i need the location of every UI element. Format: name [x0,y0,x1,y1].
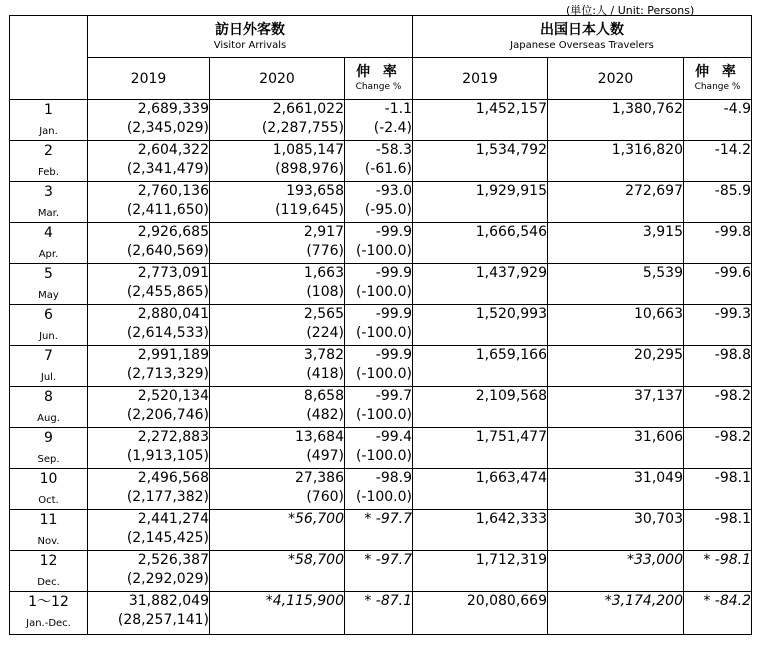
month-cell [10,305,88,346]
cell-value: 20,295 [634,347,683,363]
cell-value: 1,663,474 [475,470,547,486]
cell-value: 1,751,477 [475,429,547,445]
overseas-change-cell [684,305,752,346]
table-row [10,428,752,469]
header-overseas-travelers [413,16,752,58]
overseas-2020-cell [548,469,684,510]
visitor-change-cell [345,223,413,264]
cell-value: 1,642,333 [475,511,547,527]
visitor-2019-cell [88,346,210,387]
month-cell [10,592,88,635]
visitor-2020-cell [210,182,345,223]
overseas-2020-cell [548,223,684,264]
cell-value: *58,700 [288,552,344,568]
cell-value: 2,661,022 [272,101,344,117]
overseas-change-cell [684,182,752,223]
table-row [10,346,752,387]
visitor-change-cell [345,182,413,223]
cell-value: 1,712,319 [475,552,547,568]
visitor-2020-cell [210,346,345,387]
cell-value: 2,991,189 [137,347,209,363]
visitor-arrivals-title-en: Visitor Arrivals [213,39,287,51]
visitor-change-cell [345,264,413,305]
overseas-2020-cell [548,141,684,182]
overseas-change-cell [684,100,752,141]
visitor-2020-cell [210,510,345,551]
cell-value: 1,380,762 [611,101,683,117]
cell-prev-year-value: (2,345,029) [126,120,209,136]
month-number: 1 [44,102,53,118]
cell-value: *33,000 [627,552,683,568]
cell-value: 1,520,993 [475,306,547,322]
cell-prev-year-value: (2,640,569) [126,243,209,259]
overseas-2020-cell [548,510,684,551]
overseas-2019-cell [413,428,548,469]
visitor-change-cell [345,592,413,635]
month-cell [10,346,88,387]
cell-value: 2,926,685 [137,224,209,240]
visitor-2019-cell [88,387,210,428]
cell-prev-year-value: (2,455,865) [126,284,209,300]
overseas-2019-cell [413,223,548,264]
cell-prev-year-value: (28,257,141) [117,612,209,628]
cell-value: -99.8 [714,224,751,240]
month-number: 3 [44,184,53,200]
cell-prev-year-value: (760) [306,489,344,505]
month-number: 11 [39,512,58,528]
header-row-columns [10,58,752,100]
visitor-2019-cell [88,264,210,305]
cell-prev-year-value: (-100.0) [355,448,412,464]
cell-value: -99.9 [375,265,412,281]
visitor-2020-cell [210,100,345,141]
month-cell [10,223,88,264]
month-name: Sep. [37,454,60,465]
cell-value: -4.9 [723,101,751,117]
visitor-2019-cell [88,592,210,635]
cell-prev-year-value: (2,292,029) [126,571,209,587]
cell-prev-year-value: (2,341,479) [126,161,209,177]
month-cell [10,551,88,592]
visitor-2020-cell [210,469,345,510]
cell-value: 37,137 [634,388,683,404]
visitor-2019-cell [88,100,210,141]
change-label-jp: 伸 率 [356,64,401,80]
overseas-2019-cell [413,141,548,182]
cell-prev-year-value: (776) [306,243,344,259]
cell-prev-year-value: (482) [306,407,344,423]
cell-prev-year-value: (-100.0) [355,284,412,300]
travel-statistics-table [9,15,752,635]
month-cell [10,141,88,182]
cell-value: 2,565 [303,306,344,322]
cell-value: 1,437,929 [475,265,547,281]
visitor-2020-cell [210,264,345,305]
cell-value: -85.9 [714,183,751,199]
overseas-2019-cell [413,592,548,635]
month-name: Feb. [38,167,59,178]
table-row [10,264,752,305]
visitor-2020-cell [210,305,345,346]
month-number: 1〜12 [28,594,69,610]
cell-value: 3,782 [303,347,344,363]
cell-value: -93.0 [375,183,412,199]
cell-prev-year-value: (2,145,425) [126,530,209,546]
visitor-change-cell [345,428,413,469]
header-corner-cell [10,16,88,100]
overseas-2019-cell [413,469,548,510]
cell-value: -99.9 [375,306,412,322]
overseas-2019-cell [413,182,548,223]
cell-value: * -84.2 [703,593,751,609]
table-row [10,182,752,223]
table-row [10,551,752,592]
cell-prev-year-value: (-100.0) [355,407,412,423]
month-name: Jun. [39,331,58,342]
month-cell [10,100,88,141]
header-row-groups [10,16,752,58]
cell-value: 31,049 [634,470,683,486]
overseas-change-cell [684,469,752,510]
cell-prev-year-value: (2,287,755) [261,120,344,136]
unit-note: (単位:人 / Unit: Persons) [566,4,695,17]
overseas-2019-cell [413,100,548,141]
cell-value: -99.7 [375,388,412,404]
cell-value: -1.1 [384,101,412,117]
cell-prev-year-value: (-100.0) [355,325,412,341]
cell-value: -99.6 [714,265,751,281]
month-name: Dec. [37,577,60,588]
header-va-2019: 2019 [88,58,210,100]
cell-value: -58.3 [375,142,412,158]
cell-value: 1,666,546 [475,224,547,240]
visitor-2019-cell [88,428,210,469]
header-jo-2020: 2020 [548,58,684,100]
overseas-change-cell [684,551,752,592]
cell-prev-year-value: (1,913,105) [126,448,209,464]
cell-value: 2,760,136 [137,183,209,199]
table-row [10,387,752,428]
cell-value: * -97.7 [364,511,412,527]
cell-value: 1,534,792 [475,142,547,158]
visitor-2019-cell [88,141,210,182]
visitor-2019-cell [88,182,210,223]
cell-prev-year-value: (224) [306,325,344,341]
visitor-change-cell [345,100,413,141]
visitor-change-cell [345,305,413,346]
overseas-2020-cell [548,305,684,346]
visitor-change-cell [345,510,413,551]
month-name: Aug. [37,413,60,424]
cell-prev-year-value: (2,206,746) [126,407,209,423]
cell-value: -99.9 [375,347,412,363]
cell-value: 2,773,091 [137,265,209,281]
cell-value: -98.1 [714,511,751,527]
table-row [10,510,752,551]
cell-value: 1,929,915 [475,183,547,199]
cell-value: -98.8 [714,347,751,363]
overseas-2020-cell [548,346,684,387]
overseas-change-cell [684,428,752,469]
cell-prev-year-value: (2,713,329) [126,366,209,382]
overseas-2019-cell [413,346,548,387]
cell-value: 1,316,820 [611,142,683,158]
month-name: Apr. [38,249,59,260]
month-number: 4 [44,225,53,241]
overseas-change-cell [684,223,752,264]
month-name: Jan. [39,126,58,137]
cell-prev-year-value: (2,177,382) [126,489,209,505]
overseas-2020-cell [548,387,684,428]
header-va-change [345,58,413,100]
cell-value: -98.1 [714,470,751,486]
table-row [10,305,752,346]
cell-value: * -97.7 [364,552,412,568]
cell-prev-year-value: (-61.6) [364,161,412,177]
header-jo-change [684,58,752,100]
cell-value: 2,880,041 [137,306,209,322]
month-name: Jan.-Dec. [26,618,71,629]
month-name: May [38,290,59,301]
cell-prev-year-value: (108) [306,284,344,300]
cell-value: 10,663 [634,306,683,322]
cell-prev-year-value: (-100.0) [355,243,412,259]
overseas-travelers-title-jp: 出国日本人数 [540,21,624,38]
overseas-change-cell [684,264,752,305]
cell-value: 30,703 [634,511,683,527]
cell-value: -99.3 [714,306,751,322]
change-label-en: Change % [694,82,741,92]
cell-value: * -87.1 [364,593,412,609]
total-row [10,592,752,635]
visitor-2019-cell [88,223,210,264]
cell-value: -14.2 [714,142,751,158]
visitor-2020-cell [210,551,345,592]
month-number: 9 [44,430,53,446]
table-row [10,223,752,264]
cell-value: 2,526,387 [137,552,209,568]
cell-prev-year-value: (-95.0) [364,202,412,218]
cell-value: 2,272,883 [137,429,209,445]
overseas-2020-cell [548,100,684,141]
month-number: 10 [39,471,58,487]
month-cell [10,182,88,223]
cell-value: *56,700 [288,511,344,527]
cell-value: -98.2 [714,388,751,404]
month-cell [10,264,88,305]
visitor-2020-cell [210,387,345,428]
month-name: Mar. [37,208,60,219]
cell-value: -99.4 [375,429,412,445]
overseas-2020-cell [548,182,684,223]
cell-value: -98.2 [714,429,751,445]
overseas-change-cell [684,141,752,182]
cell-prev-year-value: (497) [306,448,344,464]
cell-value: 2,917 [303,224,344,240]
cell-value: 1,085,147 [272,142,344,158]
month-number: 8 [44,389,53,405]
cell-value: * -98.1 [703,552,751,568]
month-cell [10,387,88,428]
cell-prev-year-value: (119,645) [275,202,344,218]
visitor-2019-cell [88,305,210,346]
change-label-en: Change % [355,82,402,92]
visitor-2020-cell [210,592,345,635]
visitor-change-cell [345,469,413,510]
cell-prev-year-value: (898,976) [275,161,344,177]
cell-value: 3,915 [642,224,683,240]
visitor-2020-cell [210,223,345,264]
overseas-2020-cell [548,551,684,592]
overseas-change-cell [684,510,752,551]
header-visitor-arrivals [88,16,413,58]
table-row [10,469,752,510]
overseas-2019-cell [413,387,548,428]
overseas-2020-cell [548,592,684,635]
month-number: 2 [44,143,53,159]
overseas-travelers-title-en: Japanese Overseas Travelers [510,39,654,51]
cell-value: 193,658 [286,183,344,199]
month-cell [10,510,88,551]
visitor-arrivals-title-jp: 訪日外客数 [215,21,285,38]
cell-prev-year-value: (2,614,533) [126,325,209,341]
visitor-2020-cell [210,428,345,469]
cell-value: 31,882,049 [128,593,209,609]
overseas-change-cell [684,592,752,635]
overseas-2019-cell [413,551,548,592]
visitor-change-cell [345,346,413,387]
month-number: 5 [44,266,53,282]
overseas-2019-cell [413,305,548,346]
visitor-2019-cell [88,551,210,592]
cell-prev-year-value: (2,411,650) [126,202,209,218]
month-name: Jul. [40,372,57,383]
visitor-change-cell [345,551,413,592]
header-va-2020: 2020 [210,58,345,100]
cell-value: 1,452,157 [475,101,547,117]
overseas-change-cell [684,387,752,428]
visitor-2020-cell [210,141,345,182]
cell-value: 31,606 [634,429,683,445]
overseas-change-cell [684,346,752,387]
visitor-2019-cell [88,469,210,510]
cell-value: 1,663 [303,265,344,281]
visitor-2019-cell [88,510,210,551]
month-cell [10,428,88,469]
overseas-2020-cell [548,264,684,305]
cell-value: 2,520,134 [137,388,209,404]
header-jo-2019: 2019 [413,58,548,100]
month-number: 12 [39,553,58,569]
cell-value: 13,684 [295,429,344,445]
cell-prev-year-value: (418) [306,366,344,382]
cell-prev-year-value: (-100.0) [355,489,412,505]
cell-value: 2,496,568 [137,470,209,486]
month-name: Nov. [37,536,60,547]
cell-value: 2,689,339 [137,101,209,117]
cell-value: 2,109,568 [475,388,547,404]
overseas-2020-cell [548,428,684,469]
table-row [10,141,752,182]
cell-value: -99.9 [375,224,412,240]
cell-value: 1,659,166 [475,347,547,363]
visitor-change-cell [345,387,413,428]
overseas-2019-cell [413,264,548,305]
overseas-2019-cell [413,510,548,551]
cell-value: 27,386 [295,470,344,486]
cell-value: -98.9 [375,470,412,486]
cell-value: 272,697 [625,183,683,199]
cell-value: 8,658 [303,388,344,404]
cell-value: 20,080,669 [466,593,547,609]
cell-value: 2,441,274 [137,511,209,527]
table-row [10,100,752,141]
change-label-jp: 伸 率 [695,64,740,80]
month-number: 7 [44,348,53,364]
cell-value: 2,604,322 [137,142,209,158]
month-cell [10,469,88,510]
month-name: Oct. [38,495,59,506]
cell-value: *4,115,900 [265,593,344,609]
visitor-change-cell [345,141,413,182]
cell-prev-year-value: (-2.4) [373,120,412,136]
cell-value: 5,539 [642,265,683,281]
cell-value: *3,174,200 [604,593,683,609]
cell-prev-year-value: (-100.0) [355,366,412,382]
month-number: 6 [44,307,53,323]
